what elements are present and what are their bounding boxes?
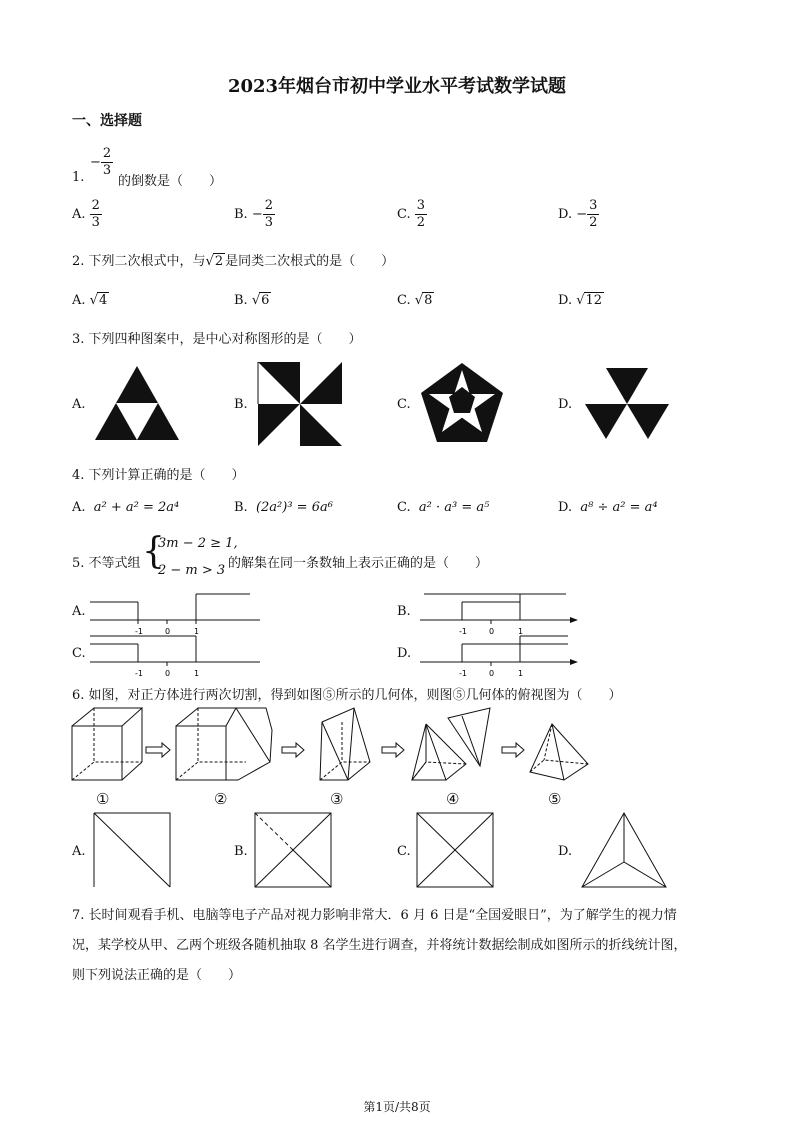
- q6-cube-sequence: [70, 706, 610, 792]
- q1-fraction: [101, 146, 113, 179]
- option-sign: −: [576, 207, 588, 222]
- section-heading: 一、选择题: [72, 113, 142, 129]
- q7-line-3: 则下列说法正确的是（ ）: [72, 968, 242, 983]
- q3-figure-c-pentagon-star[interactable]: [420, 362, 504, 444]
- q4-option-b[interactable]: [234, 500, 333, 515]
- option-label: B.: [234, 500, 248, 515]
- option-numerator: 2: [91, 198, 100, 213]
- question-2: [72, 250, 394, 269]
- q5-option-c-label[interactable]: C.: [72, 646, 86, 661]
- option-label: D.: [558, 293, 573, 308]
- q5-tail: 的解集在同一条数轴上表示正确的是（ ）: [228, 556, 489, 571]
- q1-fraction-numerator: 2: [102, 146, 112, 161]
- question-4-text: 4. 下列计算正确的是（ ）: [72, 468, 245, 483]
- tick-label: 0: [489, 627, 495, 636]
- option-numerator: 2: [264, 198, 274, 213]
- q6-option-b-label[interactable]: B.: [234, 844, 248, 859]
- option-label: C.: [397, 293, 411, 308]
- option-label: A.: [72, 293, 86, 308]
- option-sign: −: [251, 207, 263, 222]
- q2-text-a: 2. 下列二次根式中，与: [72, 254, 206, 269]
- q3-option-c-label[interactable]: C.: [397, 397, 411, 412]
- page-footer: 第1页/共8页: [363, 1100, 431, 1114]
- option-expression: (2a²)³ = 6a⁶: [255, 500, 333, 515]
- page-title: 2023年烟台市初中学业水平考试数学试题: [227, 76, 567, 97]
- q6-step-2-label: ②: [214, 790, 228, 808]
- option-numerator: 3: [416, 198, 426, 213]
- tick-label: 0: [165, 627, 171, 636]
- q1-option-b[interactable]: [234, 198, 275, 231]
- tick-label: 1: [518, 627, 524, 636]
- q5-number-line-d[interactable]: [418, 632, 583, 678]
- option-fraction: [263, 198, 275, 231]
- q6-step-4-label: ④: [446, 790, 460, 808]
- option-radicand: 4: [98, 293, 108, 308]
- q2-option-d[interactable]: [558, 292, 604, 308]
- q2-text-b: 是同类二次根式的是（ ）: [225, 254, 395, 269]
- option-label: C.: [397, 500, 411, 515]
- q2-option-b[interactable]: [234, 292, 271, 308]
- option-denominator: 3: [91, 215, 100, 230]
- q6-option-d-label[interactable]: D.: [558, 844, 573, 859]
- inequality-line: 3m − 2 ≥ 1,: [158, 536, 238, 551]
- option-denominator: 3: [264, 215, 274, 230]
- option-denominator: 2: [589, 215, 598, 230]
- q5-inequality-1: [158, 536, 238, 551]
- q1-option-c[interactable]: [397, 198, 427, 231]
- option-label: B.: [234, 293, 248, 308]
- sqrt-sign: √: [576, 293, 585, 308]
- q5-number-line-c[interactable]: [88, 632, 268, 678]
- inequality-line: 2 − m > 3: [158, 563, 226, 578]
- option-radicand: 6: [261, 293, 270, 308]
- q1-option-d[interactable]: [558, 198, 599, 231]
- sqrt-sign: √: [414, 293, 424, 308]
- q6-view-d[interactable]: [580, 812, 668, 888]
- tick-label: -1: [459, 627, 467, 636]
- q1-option-a[interactable]: [72, 198, 102, 231]
- option-expression: a² · a³ = a⁵: [418, 500, 490, 515]
- option-label: C.: [397, 207, 411, 222]
- q1-fraction-denominator: 3: [102, 163, 112, 178]
- q1-number: 1.: [72, 170, 85, 185]
- q6-option-c-label[interactable]: C.: [397, 844, 411, 859]
- option-label: A.: [72, 500, 86, 515]
- q6-view-a[interactable]: [92, 812, 172, 888]
- option-expression: a² + a² = 2a⁴: [93, 500, 180, 515]
- option-radicand: 12: [585, 293, 603, 308]
- q5-number-line-b[interactable]: [418, 590, 583, 636]
- option-label: D.: [558, 207, 573, 222]
- sqrt-sign: √: [205, 254, 214, 269]
- question-6-text: 6. 如图，对正方体进行两次切割，得到如图⑤所示的几何体，则图⑤几何体的俯视图为（ ）: [72, 688, 622, 703]
- option-denominator: 2: [416, 215, 426, 230]
- tick-label: -1: [135, 627, 143, 636]
- q5-inequality-2: [158, 563, 225, 578]
- option-label: B.: [234, 207, 248, 222]
- option-fraction: [90, 198, 102, 231]
- q5-number-line-a[interactable]: [88, 590, 268, 636]
- q7-line-1: 7. 长时间观看手机、电脑等电子产品对视力影响非常大．6 月 6 日是“全国爱眼日”，为了解学生的视力情: [72, 908, 677, 923]
- option-fraction: [587, 198, 599, 231]
- q7-line-2: 况，某学校从甲、乙两个班级各随机抽取 8 名学生进行调查，并将统计数据绘制成如图所示的折线统计图，: [72, 938, 687, 953]
- tick-label: 0: [165, 669, 171, 678]
- sqrt-sign: √: [89, 293, 98, 308]
- tick-label: 1: [518, 669, 524, 678]
- sqrt-sign: √: [251, 293, 261, 308]
- q6-step-5-label: ⑤: [548, 790, 562, 808]
- q6-view-b[interactable]: [254, 812, 334, 888]
- tick-label: 0: [489, 669, 495, 678]
- q6-option-a-label[interactable]: A.: [72, 844, 86, 859]
- q6-view-c[interactable]: [416, 812, 496, 888]
- option-numerator: 3: [589, 198, 598, 213]
- q3-figure-b-pinwheel[interactable]: [258, 362, 342, 446]
- option-label: D.: [558, 500, 573, 515]
- tick-label: 1: [194, 627, 200, 636]
- tick-label: -1: [135, 669, 143, 678]
- question-3-text: 3. 下列四种图案中，是中心对称图形的是（ ）: [72, 332, 362, 347]
- q3-option-d-label[interactable]: D.: [558, 397, 573, 412]
- tick-label: -1: [459, 669, 467, 678]
- q6-step-1-label: ①: [96, 790, 110, 808]
- q4-option-c[interactable]: [397, 500, 489, 515]
- option-radicand: 8: [424, 293, 433, 308]
- q4-option-d[interactable]: [558, 500, 658, 515]
- q4-option-a[interactable]: [72, 500, 179, 515]
- q5-brace: {: [142, 531, 165, 572]
- q3-figure-a-triforce[interactable]: [94, 366, 180, 442]
- q6-step-3-label: ③: [330, 790, 344, 808]
- q2-option-c[interactable]: [397, 292, 434, 308]
- option-expression: a⁸ ÷ a² = a⁴: [580, 500, 658, 515]
- q3-option-b-label[interactable]: B.: [234, 397, 248, 412]
- q5-option-d-label[interactable]: D.: [397, 646, 412, 661]
- tick-label: 1: [194, 669, 200, 678]
- q2-radicand: 2: [214, 254, 224, 269]
- q2-option-a[interactable]: [72, 292, 109, 308]
- q1-text: 的倒数是（ ）: [118, 174, 223, 189]
- q5-lead: 5. 不等式组: [72, 556, 141, 571]
- q1-fraction-sign: −: [90, 155, 101, 170]
- q3-figure-d-inverted-triangles[interactable]: [584, 368, 670, 440]
- q5-option-a-label[interactable]: A.: [72, 604, 86, 619]
- option-label: A.: [72, 207, 86, 222]
- q3-option-a-label[interactable]: A.: [72, 397, 86, 412]
- q5-option-b-label[interactable]: B.: [397, 604, 411, 619]
- option-fraction: [415, 198, 427, 231]
